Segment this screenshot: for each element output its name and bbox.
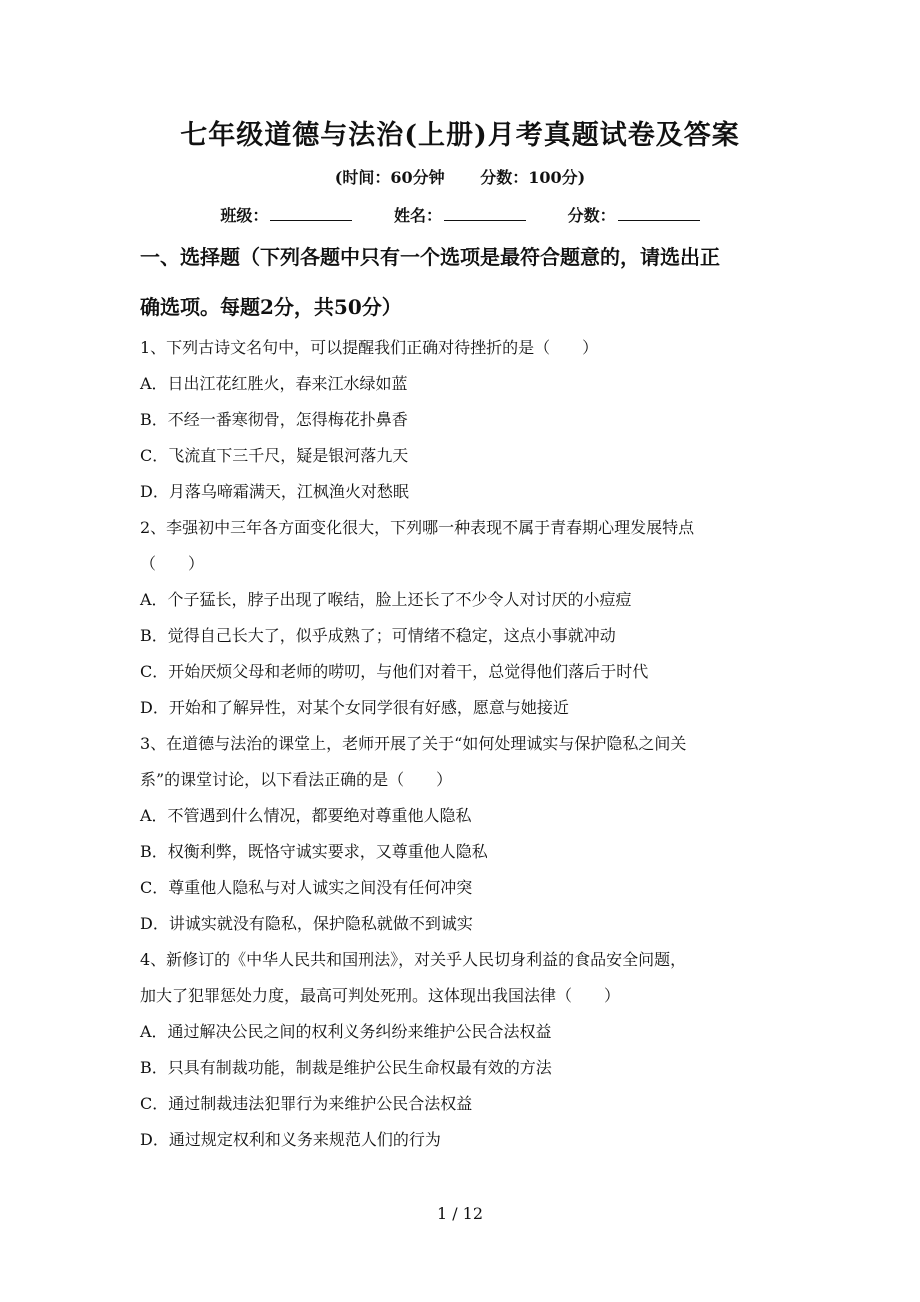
question-1-option-c: C．飞流直下三千尺，疑是银河落九天 [140,446,409,465]
question-1-option-b: B．不经一番寒彻骨，怎得梅花扑鼻香 [140,410,408,429]
name-label: 姓名： [393,206,442,225]
question-2-stem-line-2: （ ） [140,554,205,573]
question-3-option-c: C．尊重他人隐私与对人诚实之间没有任何冲突 [140,878,473,897]
question-2-stem-line-1: 2、李强初中三年各方面变化很大，下列哪一种表现不属于青春期心理发展特点 [140,518,695,537]
section-heading [140,240,780,324]
question-3-stem-line-1: 3、在道德与法治的课堂上，老师开展了关于“如何处理诚实与保护隐私之间关 [140,734,687,753]
question-4-stem-line-1: 4、新修订的《中华人民共和国刑法》，对关乎人民切身利益的食品安全问题， [140,950,687,969]
question-4-stem-line-2: 加大了犯罪惩处力度，最高可判处死刑。这体现出我国法律（ ） [140,986,621,1005]
score-field [568,202,700,229]
question-list [140,330,785,1158]
question-4-option-d: D．通过规定权利和义务来规范人们的行为 [140,1130,441,1149]
class-label: 班级： [220,206,269,225]
question-2 [140,510,785,726]
score-blank [618,202,700,221]
exam-time: (时间：60分钟 [334,168,445,187]
class-field [220,202,352,229]
name-blank [444,202,526,221]
exam-total-score: 分数：100分) [480,168,586,187]
question-3 [140,726,785,942]
question-4-option-a: A．通过解决公民之间的权利义务纠纷来维护公民合法权益 [140,1022,552,1041]
question-4-option-b: B．只具有制裁功能，制裁是维护公民生命权最有效的方法 [140,1058,552,1077]
question-3-option-d: D．讲诚实就没有隐私，保护隐私就做不到诚实 [140,914,473,933]
score-label: 分数： [567,206,616,225]
question-3-stem-line-2: 系”的课堂讨论，以下看法正确的是（ ） [140,770,453,789]
question-2-option-d: D．开始和了解异性，对某个女同学很有好感，愿意与她接近 [140,698,569,717]
exam-title: 七年级道德与法治(上册)月考真题试卷及答案 [180,120,740,151]
question-4 [140,942,785,1158]
question-2-option-b: B．觉得自己长大了，似乎成熟了；可情绪不稳定，这点小事就冲动 [140,626,616,645]
name-field [394,202,526,229]
section-heading-line-2: 确选项。每题2分，共50分） [140,295,402,319]
question-1-option-a: A．日出江花红胜火，春来江水绿如蓝 [140,374,408,393]
question-1 [140,330,785,510]
exam-meta [0,165,920,191]
question-2-option-c: C．开始厌烦父母和老师的唠叨，与他们对着干，总觉得他们落后于时代 [140,662,649,681]
class-blank [270,202,352,221]
student-info-fields [0,202,920,229]
question-2-option-a: A．个子猛长，脖子出现了喉结，脸上还长了不少令人对讨厌的小痘痘 [140,590,632,609]
question-3-option-b: B．权衡利弊，既恪守诚实要求，又尊重他人隐私 [140,842,488,861]
question-3-option-a: A．不管遇到什么情况，都要绝对尊重他人隐私 [140,806,472,825]
question-4-option-c: C．通过制裁违法犯罪行为来维护公民合法权益 [140,1094,473,1113]
page-number: 1 / 12 [436,1204,484,1223]
question-1-stem: 1、下列古诗文名句中，可以提醒我们正确对待挫折的是（ ） [140,338,599,357]
section-heading-line-1: 一、选择题（下列各题中只有一个选项是最符合题意的，请选出正 [140,245,720,269]
question-1-option-d: D．月落乌啼霜满天，江枫渔火对愁眠 [140,482,409,501]
